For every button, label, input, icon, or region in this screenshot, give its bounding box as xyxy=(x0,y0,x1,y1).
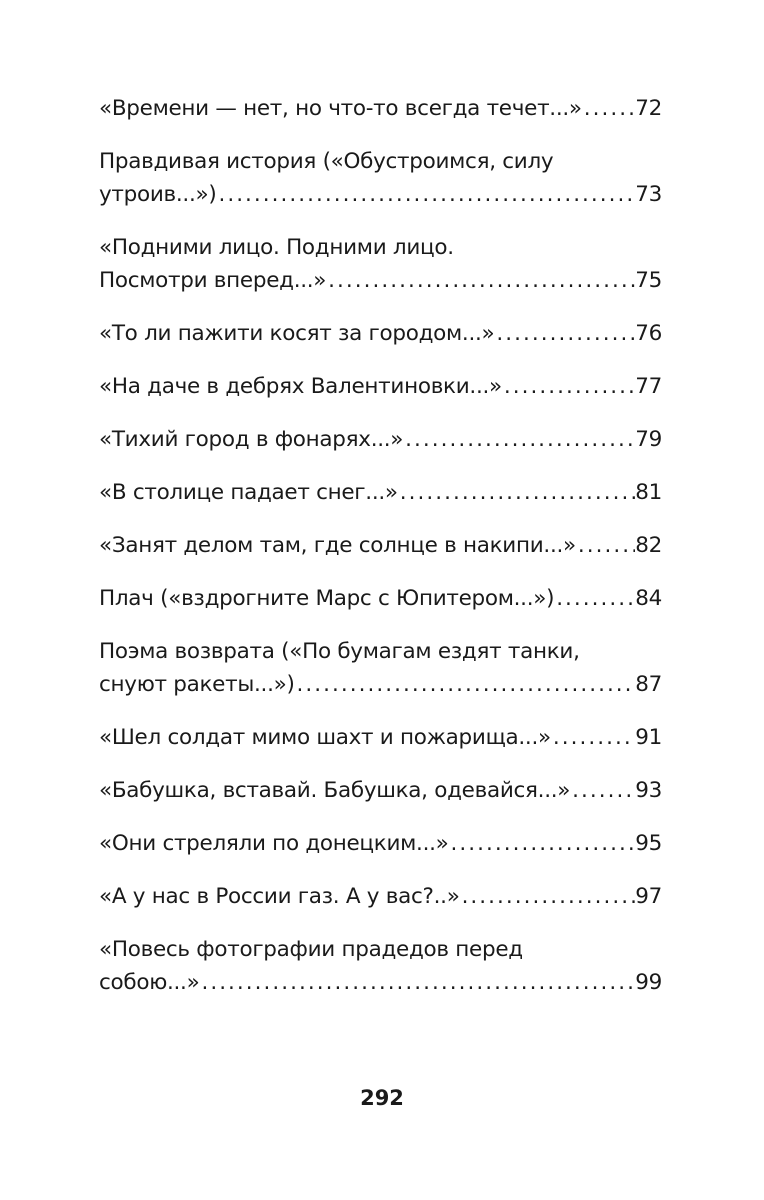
toc-entry-title: «Тихий город в фонарях...» xyxy=(99,427,404,452)
dot-leader xyxy=(398,476,635,509)
toc-entry-page: 73 xyxy=(635,182,662,207)
toc-entry-title-line: «Повесь фотографии прадедов перед xyxy=(99,937,523,962)
toc-entry-row xyxy=(99,317,662,350)
toc-entry-title: Посмотри вперед...» xyxy=(99,268,327,293)
table-of-contents xyxy=(99,92,662,1019)
toc-entry[interactable] xyxy=(99,582,662,615)
toc-entry-title-line: Поэма возврата («По бумагам ездят танки, xyxy=(99,639,580,664)
toc-entry-title: «Времени — нет, но что-то всегда течет...» xyxy=(99,96,582,121)
toc-entry-title: утроив...») xyxy=(99,182,217,207)
page-number: 292 xyxy=(360,1086,404,1110)
dot-leader xyxy=(199,966,635,999)
toc-entry[interactable] xyxy=(99,827,662,860)
toc-entry-row xyxy=(99,721,662,754)
toc-entry-row xyxy=(99,966,662,999)
toc-entry-title: «На даче в дебрях Валентиновки...» xyxy=(99,374,502,399)
dot-leader xyxy=(449,827,636,860)
toc-entry-title: «Бабушка, вставай. Бабушка, одевайся...» xyxy=(99,778,571,803)
toc-entry-title-line: «Подними лицо. Подними лицо. xyxy=(99,235,454,260)
toc-entry-page: 81 xyxy=(635,480,662,505)
toc-entry[interactable] xyxy=(99,933,662,999)
toc-entry-title: «Занят делом там, где солнце в накипи...» xyxy=(99,533,576,558)
toc-entry-row xyxy=(99,92,662,125)
toc-entry[interactable] xyxy=(99,317,662,350)
dot-leader xyxy=(494,317,635,350)
toc-entry-page: 75 xyxy=(635,268,662,293)
dot-leader xyxy=(216,178,635,211)
toc-entry-row xyxy=(99,827,662,860)
dot-leader xyxy=(403,423,635,456)
toc-entry-row xyxy=(99,476,662,509)
toc-entry-page: 95 xyxy=(635,831,662,856)
toc-entry-row xyxy=(99,774,662,807)
toc-entry[interactable] xyxy=(99,635,662,701)
toc-entry-page: 97 xyxy=(635,884,662,909)
toc-entry[interactable] xyxy=(99,145,662,211)
dot-leader xyxy=(295,668,636,701)
dot-leader xyxy=(576,529,635,562)
dot-leader xyxy=(326,264,635,297)
toc-entry-row xyxy=(99,178,662,211)
dot-leader xyxy=(554,582,635,615)
toc-entry-page: 82 xyxy=(635,533,662,558)
toc-entry-row xyxy=(99,529,662,562)
dot-leader xyxy=(582,92,635,125)
toc-entry[interactable] xyxy=(99,721,662,754)
toc-entry-page: 79 xyxy=(635,427,662,452)
toc-entry-row xyxy=(99,264,662,297)
toc-entry-row xyxy=(99,370,662,403)
dot-leader xyxy=(502,370,635,403)
toc-entry-title: собою...» xyxy=(99,970,200,995)
toc-entry-page: 72 xyxy=(635,96,662,121)
toc-entry-title: «В столице падает снег...» xyxy=(99,480,398,505)
toc-entry-page: 91 xyxy=(635,725,662,750)
toc-entry-row xyxy=(99,668,662,701)
toc-entry-page: 76 xyxy=(635,321,662,346)
toc-entry-title: Плач («вздрогните Марс с Юпитером...») xyxy=(99,586,555,611)
toc-entry[interactable] xyxy=(99,370,662,403)
toc-entry-page: 77 xyxy=(635,374,662,399)
toc-entry[interactable] xyxy=(99,880,662,913)
toc-entry[interactable] xyxy=(99,774,662,807)
toc-entry-title: «А у нас в России газ. А у вас?..» xyxy=(99,884,460,909)
toc-entry[interactable] xyxy=(99,476,662,509)
dot-leader xyxy=(460,880,636,913)
toc-entry-row xyxy=(99,423,662,456)
toc-entry-title-line: Правдивая история («Обустроимся, силу xyxy=(99,149,554,174)
toc-entry-page: 84 xyxy=(635,586,662,611)
toc-entry[interactable] xyxy=(99,423,662,456)
toc-entry[interactable] xyxy=(99,92,662,125)
toc-entry-page: 93 xyxy=(635,778,662,803)
toc-entry[interactable] xyxy=(99,231,662,297)
toc-entry-page: 87 xyxy=(635,672,662,697)
toc-entry-title: «То ли пажити косят за городом...» xyxy=(99,321,495,346)
toc-entry[interactable] xyxy=(99,529,662,562)
toc-entry-title: снуют ракеты...») xyxy=(99,672,295,697)
toc-entry-page: 99 xyxy=(635,970,662,995)
toc-entry-title: «Шел солдат мимо шахт и пожарища...» xyxy=(99,725,551,750)
toc-entry-title: «Они стреляли по донецким...» xyxy=(99,831,449,856)
dot-leader xyxy=(570,774,635,807)
toc-entry-row xyxy=(99,880,662,913)
dot-leader xyxy=(551,721,635,754)
toc-entry-row xyxy=(99,582,662,615)
